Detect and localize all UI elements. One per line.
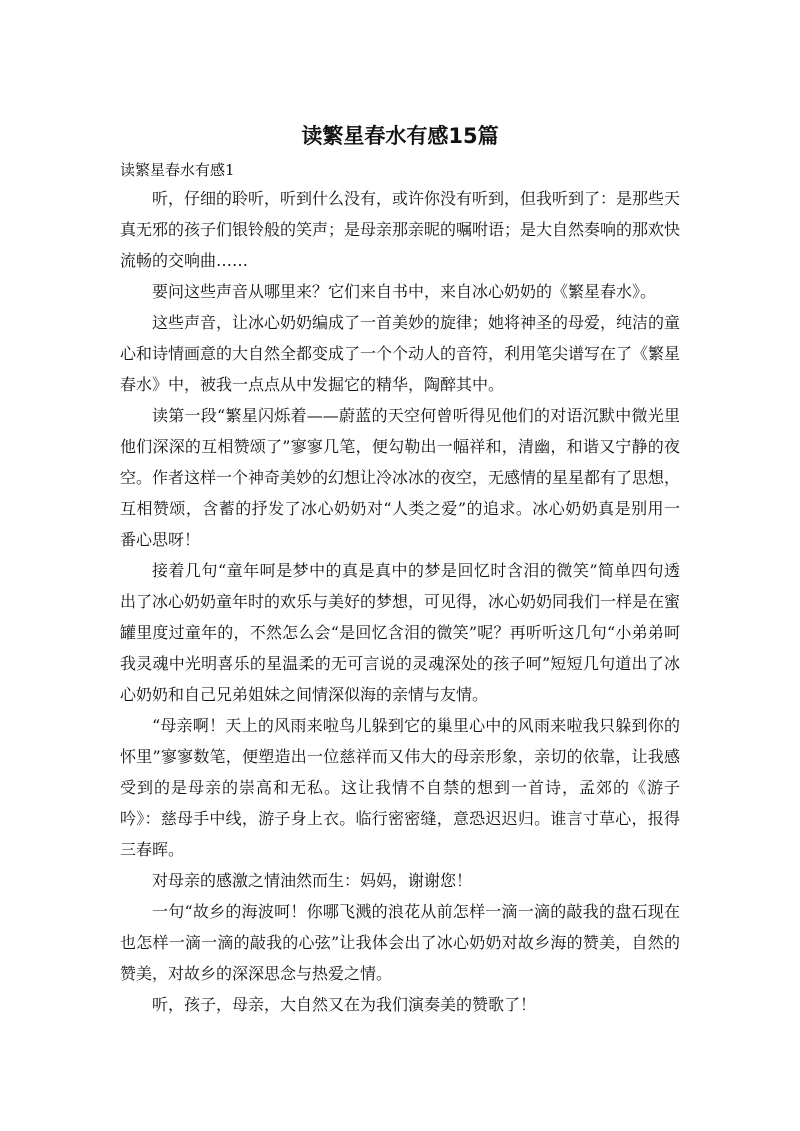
document-body	[120, 183, 680, 1020]
paragraph: 对母亲的感激之情油然而生：妈妈，谢谢您！	[152, 871, 473, 890]
document-title: 读繁星春水有感15篇	[301, 124, 499, 148]
paragraph: 接着几句“童年呵是梦中的真是真中的梦是回忆时含泪的微笑”简单四句透出了冰心奶奶童年时的欢乐与美好的梦想，可见得，冰心奶奶同我们一样是在蜜罐里度过童年的，不然怎么会“是回忆含泪的微笑”呢？再听听这几句“小弟弟呵我灵魂中光明喜乐的星温柔的无可言说的灵魂深处的孩子呵”短短几句道出了冰心奶奶和自己兄弟姐妹之间情深似海的亲情与友情。	[120, 561, 681, 704]
paragraph: 这些声音，让冰心奶奶编成了一首美妙的旋律；她将神圣的母爱，纯洁的童心和诗情画意的大自然全都变成了一个个动人的音符，利用笔尖谱写在了《繁星春水》中，被我一点点从中发掘它的精华，陶醉其中。	[120, 313, 681, 394]
paragraph: 听，孩子，母亲，大自然又在为我们演奏美的赞歌了！	[152, 995, 537, 1014]
paragraph: 要问这些声音从哪里来？它们来自书中，来自冰心奶奶的《繁星春水》。	[152, 282, 657, 301]
paragraph: 听，仔细的聆听，听到什么没有，或许你没有听到，但我听到了：是那些天真无邪的孩子们银铃般的笑声；是母亲那亲昵的嘱咐语；是大自然奏响的那欢快流畅的交响曲……	[120, 189, 681, 270]
paragraph: “母亲啊！天上的风雨来啦鸟儿躲到它的巢里心中的风雨来啦我只躲到你的怀里”寥寥数笔，便塑造出一位慈祥而又伟大的母亲形象，亲切的依靠，让我感受到的是母亲的崇高和无私。这让我情不自禁的想到一首诗，孟郊的《游子吟》：慈母手中线，游子身上衣。临行密密缝，意恐迟迟归。谁言寸草心，报得三春晖。	[120, 716, 680, 859]
document-page	[120, 0, 680, 1020]
paragraph: 一句“故乡的海波呵！你哪飞溅的浪花从前怎样一滴一滴的敲我的盘石现在也怎样一滴一滴的敲我的心弦”让我体会出了冰心奶奶对故乡海的赞美，自然的赞美，对故乡的深深思念与热爱之情。	[120, 902, 680, 983]
paragraph: 读第一段“繁星闪烁着——蔚蓝的天空何曾听得见他们的对语沉默中微光里他们深深的互相赞颂了”寥寥几笔，便勾勒出一幅祥和，清幽，和谐又宁静的夜空。作者这样一个神奇美妙的幻想让冷冰冰的夜空，无感情的星星都有了思想，互相赞颂，含蓄的抒发了冰心奶奶对“人类之爱”的追求。冰心奶奶真是别用一番心思呀！	[120, 406, 681, 549]
section-subtitle: 读繁星春水有感1	[120, 161, 235, 179]
